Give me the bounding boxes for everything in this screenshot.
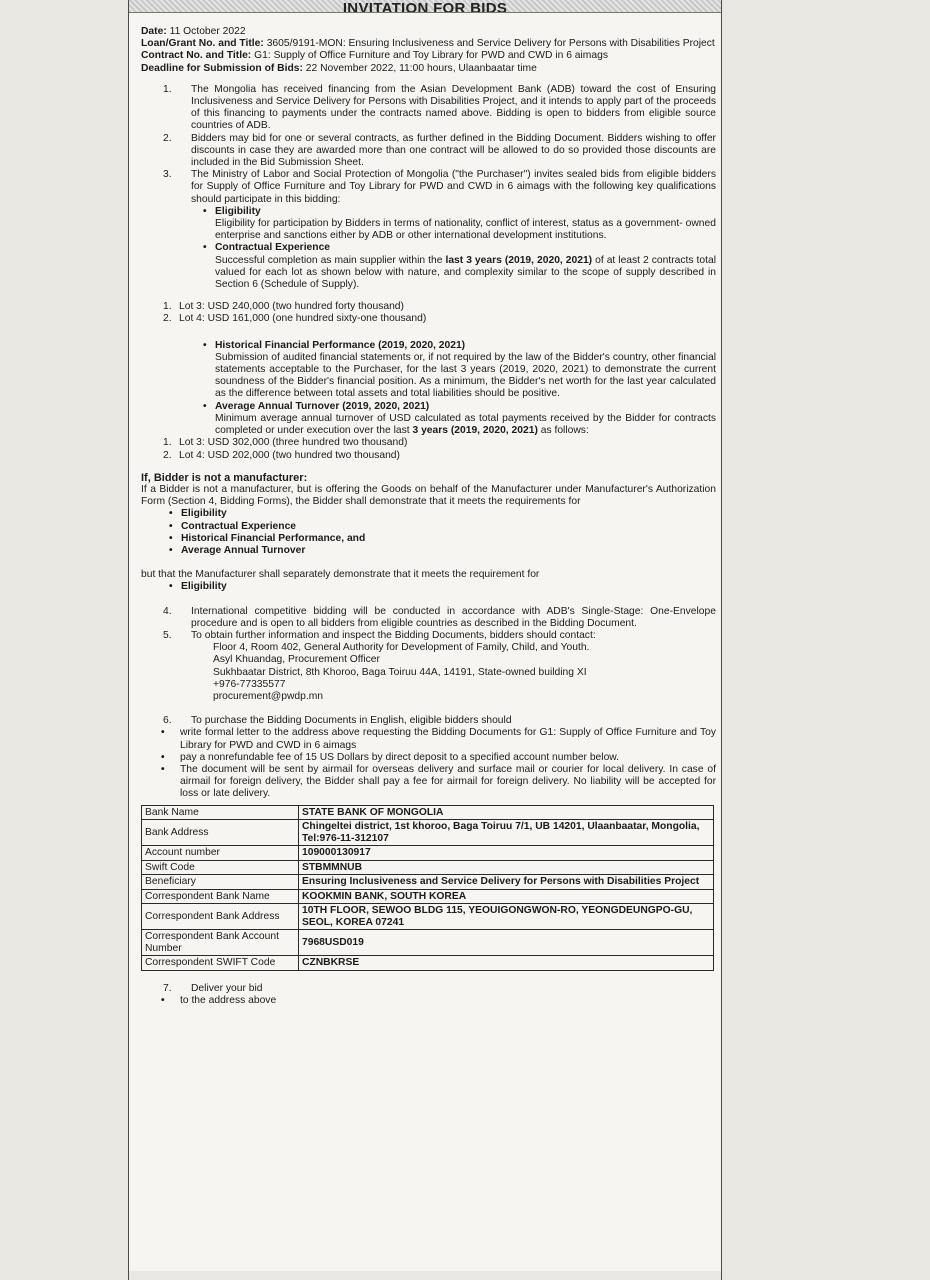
notice-title: INVITATION FOR BIDS [342,0,508,13]
invitation-for-bids-notice [128,0,722,1280]
meta-date: Date: 11 October 2022 [141,26,246,37]
paragraph-4: 4. International competitive bidding will be conducted in accordance with ADB's Single-Stage: One-Envelope procedure and is open to all bidders from eligible countries as described in the Bidding Document. [163,605,716,629]
table-row: Bank Address Chingeltei district, 1st khoroo, Baga Toiruu 7/1, UB 14201, Ulaanbaatar, Mongolia, Tel:976-11-312107 [142,820,714,846]
table-row: Account number 109000130917 [142,846,714,861]
table-row: Correspondent Bank Name KOOKMIN BANK, SOUTH KOREA [142,889,714,904]
requirement-item: • Average Annual Turnover [169,544,306,556]
bank-details-table [141,805,714,971]
numbered-paragraphs-4-5 [141,606,716,643]
meta-contract: Contract No. and Title: G1: Supply of Office Furniture and Toy Library for PWD and CWD in 6 aimags [141,50,608,62]
table-row: Correspondent Bank Account Number 7968USD019 [142,930,714,956]
notice-body [141,26,716,1007]
paragraph-1: 1. The Mongolia has received financing from the Asian Development Bank (ADB) toward the cost of Ensuring Inclusiveness and Service Delivery for Persons with Disabilities Project, and it intends to apply part of the proceeds of this financing to payments under the contracts named above. Bidding is open to bidders from eligible source countries of ADB. [163,83,716,132]
contact-office: Floor 4, Room 402, General Authority for Development of Family, Child, and Youth. [213,642,590,654]
paragraph-7: 7. Deliver your bid [163,982,263,994]
table-row: Correspondent SWIFT Code CZNBKRSE [142,956,714,971]
numbered-paragraphs-1-3 [141,84,716,206]
page-bottom-edge [129,1271,721,1280]
qualification-turnover: • Average Annual Turnover (2019, 2020, 2021) Minimum average annual turnover of USD calculated as total payments received by the Bidder for contracts completed or under execution over the last 3 years (2019, 2020, 2021) as follows: [203,400,716,437]
delivery-step: • to the address above [161,994,277,1006]
manufacturer-heading: If, Bidder is not a manufacturer: [141,471,308,484]
lot-values-turnover [141,437,716,461]
meta-loan: Loan/Grant No. and Title: 3605/9191-MON: Ensuring Inclusiveness and Service Delivery for Persons with Disabilities Project [141,38,715,50]
lot-values-contractual [141,301,716,325]
numbered-paragraph-7 [141,983,716,995]
paragraph-5: 5. To obtain further information and inspect the Bidding Documents, bidders should contact: [163,629,596,641]
purchase-step: • The document will be sent by airmail for overseas delivery and surface mail or courier for local delivery. In case of airmail for foreign delivery, the Bidder shall pay a fee for airmail for foreign delivery. No liability will be accepted for loss or late delivery. [161,763,716,800]
lot-item: 1. Lot 3: USD 240,000 (two hundred forty thousand) [163,301,404,313]
manufacturer-text: If a Bidder is not a manufacturer, but is offering the Goods on behalf of the Manufacturer under Manufacturer's Authorization Form (Section 4, Bidding Forms), the Bidder shall demonstrate that it meets the requirements for [141,483,716,508]
lot-item: 1. Lot 3: USD 302,000 (three hundred two thousand) [163,437,408,449]
manufacturer-requirements [141,508,716,557]
requirement-item: • Historical Financial Performance, and [169,532,366,544]
qualification-list-a [181,206,716,291]
manufacturer-text-2: but that the Manufacturer shall separately demonstrate that it meets the requirement for [141,569,540,581]
purchase-steps [141,727,716,800]
table-row: Beneficiary Ensuring Inclusiveness and Service Delivery for Persons with Disabilities Project [142,875,714,890]
notice-meta [141,26,716,75]
paragraph-3: 3. The Ministry of Labor and Social Protection of Mongolia ("the Purchaser") invites sealed bids from eligible bidders for Supply of Office Furniture and Toy Library for PWD and CWD in 6 aimags with the following key qualifications should participate in this bidding: [163,169,716,205]
qualification-eligibility: • Eligibility Eligibility for participation by Bidders in terms of nationality, conflict of interest, status as a government- owned enterprise and sanctions either by ADB or other international development institutions. [203,205,716,242]
purchase-step: • pay a nonrefundable fee of 15 US Dollars by direct deposit to a specified account number below. [161,751,620,763]
meta-deadline: Deadline for Submission of Bids: 22 November 2022, 11:00 hours, Ulaanbaatar time [141,62,537,74]
paragraph-6: 6. To purchase the Bidding Documents in English, eligible bidders should [163,715,512,727]
contact-block [213,642,716,703]
contact-person: Asyl Khuandag, Procurement Officer [213,654,380,666]
qualification-list-b [181,340,716,438]
delivery-steps [141,995,716,1007]
qualification-contractual: • Contractual Experience Successful completion as main supplier within the last 3 years (2019, 2020, 2021) of at least 2 contracts total valued for each lot as shown below with nature, and complexity similar to the scope of supply described in Section 6 (Schedule of Supply). [203,242,716,291]
lot-item: 2. Lot 4: USD 202,000 (two hundred two thousand) [163,449,400,461]
requirement-item: • Eligibility [169,581,227,593]
numbered-paragraph-6 [141,715,716,727]
paragraph-2: 2. Bidders may bid for one or several contracts, as further defined in the Bidding Document. Bidders wishing to offer discounts in case they are awarded more than one contract will be allowed to do so provided those discounts are included in the Bid Submission Sheet. [163,132,716,169]
contact-address: Sukhbaatar District, 8th Khoroo, Baga Toiruu 44A, 14191, State-owned building XI [213,666,587,678]
lot-item: 2. Lot 4: USD 161,000 (one hundred sixty-one thousand) [163,313,427,325]
requirement-item: • Eligibility [169,508,227,520]
manufacturer-requirements-2 [141,581,716,593]
contact-email: procurement@pwdp.mn [213,690,324,702]
table-row: Correspondent Bank Address 10TH FLOOR, SEWOO BLDG 115, YEOUIGONGWON-RO, YEONGDEUNGPO-GU, SEOL, KOREA 07241 [142,904,714,930]
table-row: Swift Code STBMMNUB [142,860,714,875]
qualification-historical: • Historical Financial Performance (2019, 2020, 2021) Submission of audited financial statements or, if not required by the law of the Bidder's country, other financial statements acceptable to the Purchaser, for the last 3 years (2019, 2020, 2021) to demonstrate the current soundness of the Bidder's financial position. As a minimum, the Bidder's net worth for the last year calculated as the difference between total assets and total liabilities should be positive. [203,339,716,400]
notice-title-bar [129,0,721,13]
purchase-step: • write formal letter to the address above requesting the Bidding Documents for G1: Supply of Office Furniture and Toy Library for PWD and CWD in 6 aimags [161,727,716,751]
contact-phone: +976-77335577 [213,678,286,690]
requirement-item: • Contractual Experience [169,520,297,532]
table-row: Bank Name STATE BANK OF MONGOLIA [142,805,714,820]
